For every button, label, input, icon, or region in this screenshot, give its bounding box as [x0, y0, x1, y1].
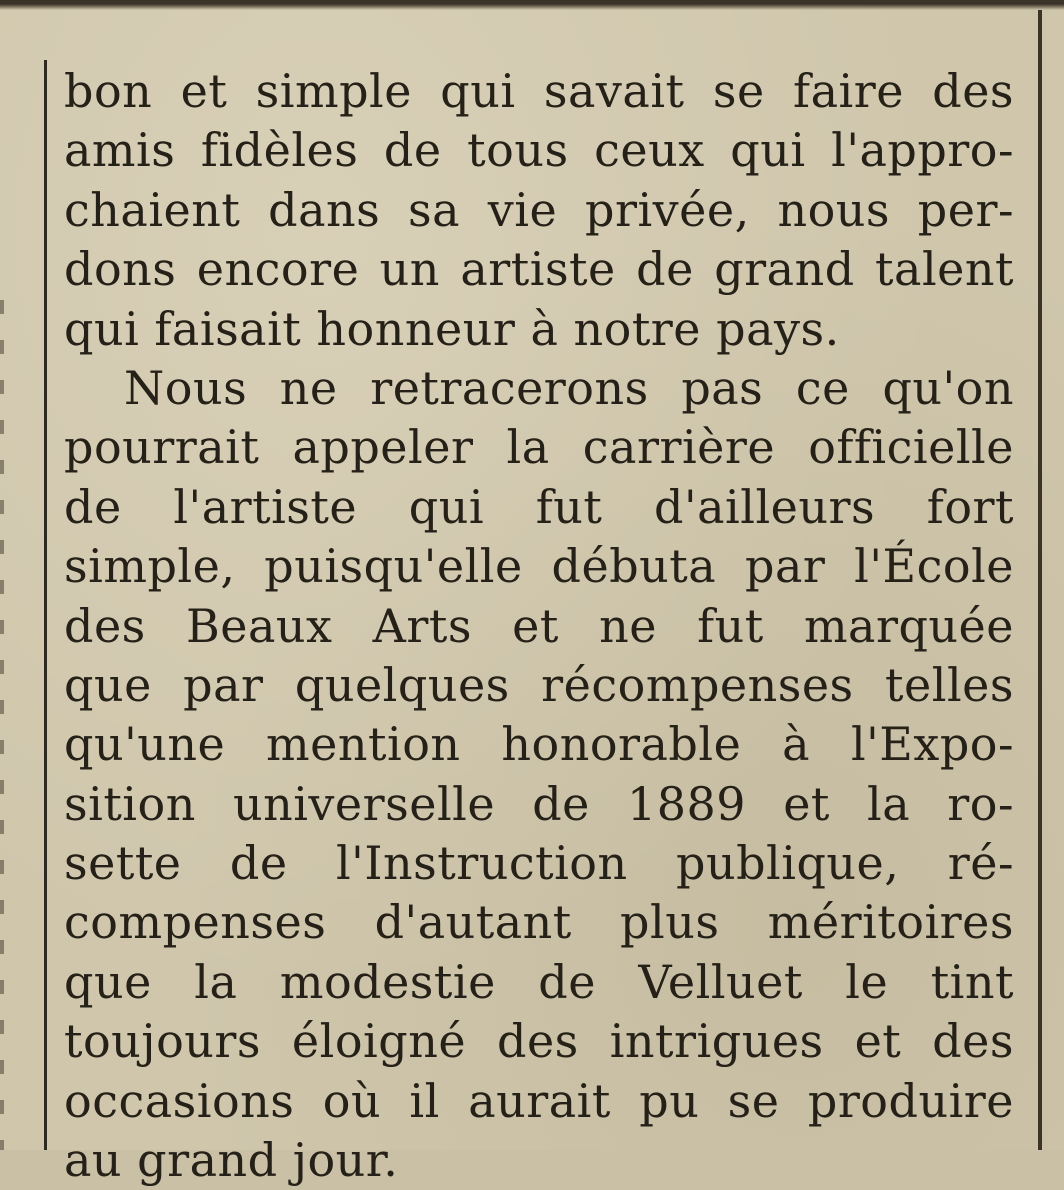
- text-line: pourrait appeler la carrière officielle: [64, 420, 1014, 475]
- text-line: dons encore un artiste de grand talent: [64, 242, 1014, 297]
- text-line: simple, puisqu'elle débuta par l'École: [64, 539, 1015, 594]
- text-line: occasions où il aurait pu se produire: [64, 1073, 1014, 1128]
- right-column-rule: [1038, 10, 1042, 1150]
- text-line: que la modestie de Velluet le tint: [64, 954, 1014, 1009]
- text-line: qui faisait honneur à notre pays.: [64, 301, 840, 356]
- text-line: au grand jour.: [64, 1133, 399, 1188]
- text-line: sette de l'Instruction publique, ré-: [64, 836, 1015, 891]
- text-line: chaient dans sa vie privée, nous per-: [64, 182, 1015, 237]
- text-line: qu'une mention honorable à l'Expo-: [64, 717, 1015, 772]
- text-line: amis fidèles de tous ceux qui l'appro-: [64, 123, 1015, 178]
- paragraph-start-line: Nous ne retracerons pas ce qu'on: [124, 360, 1014, 415]
- text-line: toujours éloigné des intrigues et des: [64, 1014, 1015, 1069]
- text-line: des Beaux Arts et ne fut marquée: [64, 598, 1014, 653]
- left-column-rule: [44, 60, 47, 1150]
- text-line: bon et simple qui savait se faire des: [64, 64, 1015, 118]
- text-line: de l'artiste qui fut d'ailleurs fort: [64, 479, 1014, 534]
- text-line: compenses d'autant plus méritoires: [64, 895, 1014, 950]
- top-column-rule: [0, 0, 1064, 10]
- article-text: [64, 62, 1014, 1190]
- text-line: que par quelques récompenses telles: [64, 657, 1014, 712]
- text-line: sition universelle de 1889 et la ro-: [64, 776, 1015, 831]
- adjacent-column-edge: [0, 300, 4, 1150]
